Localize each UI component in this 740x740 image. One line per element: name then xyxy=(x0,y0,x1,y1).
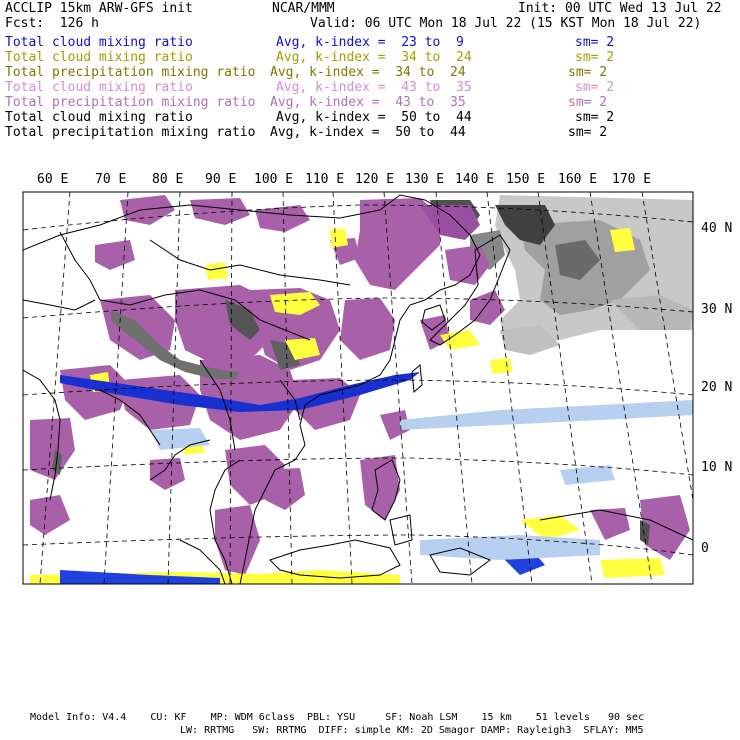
lat-label: 0 xyxy=(701,541,709,556)
field-sm: sm= 2 xyxy=(575,110,615,125)
field-avg: Avg, k-index = 34 to 24 xyxy=(270,65,466,80)
plot-area xyxy=(23,192,693,584)
field-name: Total precipitation mixing ratio xyxy=(5,125,256,140)
field-name: Total precipitation mixing ratio xyxy=(5,65,256,80)
field-sm: sm= 2 xyxy=(568,125,608,140)
lon-label: 150 E xyxy=(506,172,546,187)
lon-label: 170 E xyxy=(612,172,652,187)
lon-label: 60 E xyxy=(37,172,69,187)
forecast-hour: Fcst: 126 h xyxy=(5,16,99,31)
lon-label: 100 E xyxy=(254,172,294,187)
model-info: Model Info: V4.4 CU: KF MP: WDM 6class PBL: YSU SF: Noah LSM 15 km 51 levels 90 sec xyxy=(30,712,645,723)
model-title: ACCLIP 15km ARW-GFS init xyxy=(5,1,193,16)
physics-info: LW: RRTMG SW: RRTMG DIFF: simple KM: 2D Smagor DAMP: Rayleigh3 SFLAY: MM5 xyxy=(180,725,644,736)
field-sm: sm= 2 xyxy=(575,35,615,50)
field-name: Total precipitation mixing ratio xyxy=(5,95,256,110)
lon-label: 70 E xyxy=(95,172,127,187)
lon-label: 120 E xyxy=(355,172,395,187)
field-avg: Avg, k-index = 50 to 44 xyxy=(270,125,466,140)
lon-label: 110 E xyxy=(305,172,345,187)
field-avg: Avg, k-index = 43 to 35 xyxy=(276,80,472,95)
init-time: Init: 00 UTC Wed 13 Jul 22 xyxy=(518,1,722,16)
valid-time: Valid: 06 UTC Mon 18 Jul 22 (15 KST Mon 18 Jul 22) xyxy=(310,16,702,31)
lon-label: 140 E xyxy=(455,172,495,187)
lon-label: 90 E xyxy=(205,172,237,187)
field-name: Total cloud mixing ratio xyxy=(5,110,193,125)
lon-label: 80 E xyxy=(152,172,184,187)
field-name: Total cloud mixing ratio xyxy=(5,35,193,50)
field-sm: sm= 2 xyxy=(575,80,615,95)
field-sm: sm= 2 xyxy=(575,50,615,65)
field-avg: Avg, k-index = 50 to 44 xyxy=(276,110,472,125)
field-sm: sm= 2 xyxy=(568,95,608,110)
lat-label: 30 N xyxy=(701,302,733,317)
field-avg: Avg, k-index = 23 to 9 xyxy=(276,35,464,50)
lon-label: 130 E xyxy=(405,172,445,187)
field-sm: sm= 2 xyxy=(568,65,608,80)
field-avg: Avg, k-index = 34 to 24 xyxy=(276,50,472,65)
lat-label: 40 N xyxy=(701,221,733,236)
org-label: NCAR/MMM xyxy=(272,1,335,16)
lat-label: 10 N xyxy=(701,460,733,475)
field-name: Total cloud mixing ratio xyxy=(5,80,193,95)
lat-label: 20 N xyxy=(701,380,733,395)
field-avg: Avg, k-index = 43 to 35 xyxy=(270,95,466,110)
lon-label: 160 E xyxy=(558,172,598,187)
field-name: Total cloud mixing ratio xyxy=(5,50,193,65)
